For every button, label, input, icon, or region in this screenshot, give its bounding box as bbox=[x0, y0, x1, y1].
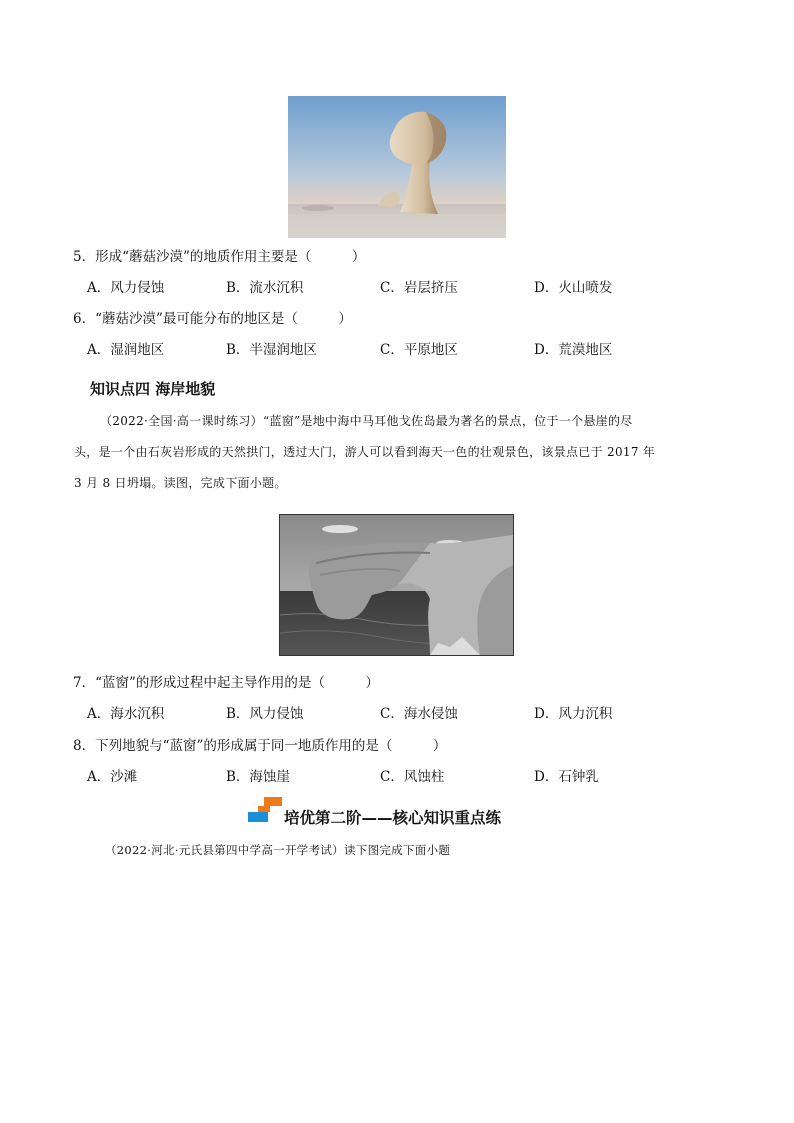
q5-option-a: A．风力侵蚀 bbox=[87, 280, 165, 296]
section-title-coastal-landforms: 知识点四 海岸地貌 bbox=[90, 380, 216, 398]
q8-option-d: D．石钟乳 bbox=[534, 769, 599, 785]
q8-option-b: B．海蚀崖 bbox=[226, 769, 290, 785]
blue-step bbox=[248, 812, 268, 822]
q8-option-a: A．沙滩 bbox=[87, 769, 138, 785]
q6-option-d: D．荒漠地区 bbox=[534, 342, 613, 358]
question-7-stem: 7．“蓝窗”的形成过程中起主导作用的是（ ） bbox=[73, 675, 379, 691]
q7-option-b: B．风力侵蚀 bbox=[226, 706, 304, 722]
q6-option-c: C．平原地区 bbox=[380, 342, 458, 358]
intro-line-1: （2022·全国·高一课时练习）“蓝窗”是地中海中马耳他戈佐岛最为著名的景点，位于一个悬崖的尽 bbox=[100, 414, 633, 428]
q7-option-c: C．海水侵蚀 bbox=[380, 706, 458, 722]
q5-option-c: C．岩层挤压 bbox=[380, 280, 458, 296]
question-6-stem: 6．“蘑菇沙漠”最可能分布的地区是（ ） bbox=[73, 311, 352, 327]
q6-option-a: A．湿润地区 bbox=[87, 342, 165, 358]
intro-line-2: 头，是一个由石灰岩形成的天然拱门，透过大门，游人可以看到海天一色的壮观景色，该景点已于 2017 年 bbox=[74, 445, 656, 459]
q5-option-b: B．流水沉积 bbox=[226, 280, 304, 296]
question-5-stem: 5．形成“蘑菇沙漠”的地质作用主要是（ ） bbox=[73, 249, 366, 265]
q8-option-c: C．风蚀柱 bbox=[380, 769, 445, 785]
q6-option-b: B．半湿润地区 bbox=[226, 342, 317, 358]
banner-title: 培优第二阶——核心知识重点练 bbox=[284, 809, 502, 827]
q7-option-d: D．风力沉积 bbox=[534, 706, 613, 722]
q5-option-d: D．火山喷发 bbox=[534, 280, 613, 296]
question-8-stem: 8．下列地貌与“蓝窗”的形成属于同一地质作用的是（ ） bbox=[73, 738, 447, 754]
intro-line-3: 3 月 8 日坍塌。读图，完成下面小题。 bbox=[74, 476, 287, 490]
next-question-intro: （2022·河北·元氏县第四中学高一开学考试）读下图完成下面小题 bbox=[105, 843, 451, 857]
mushroom-rock-photo bbox=[288, 96, 506, 238]
azure-window-photo bbox=[279, 514, 514, 656]
q7-option-a: A．海水沉积 bbox=[87, 706, 165, 722]
banner-steps-icon bbox=[248, 797, 282, 824]
section4-intro bbox=[100, 406, 740, 437]
section4-intro-cont bbox=[74, 437, 744, 499]
orange-step bbox=[264, 797, 282, 806]
